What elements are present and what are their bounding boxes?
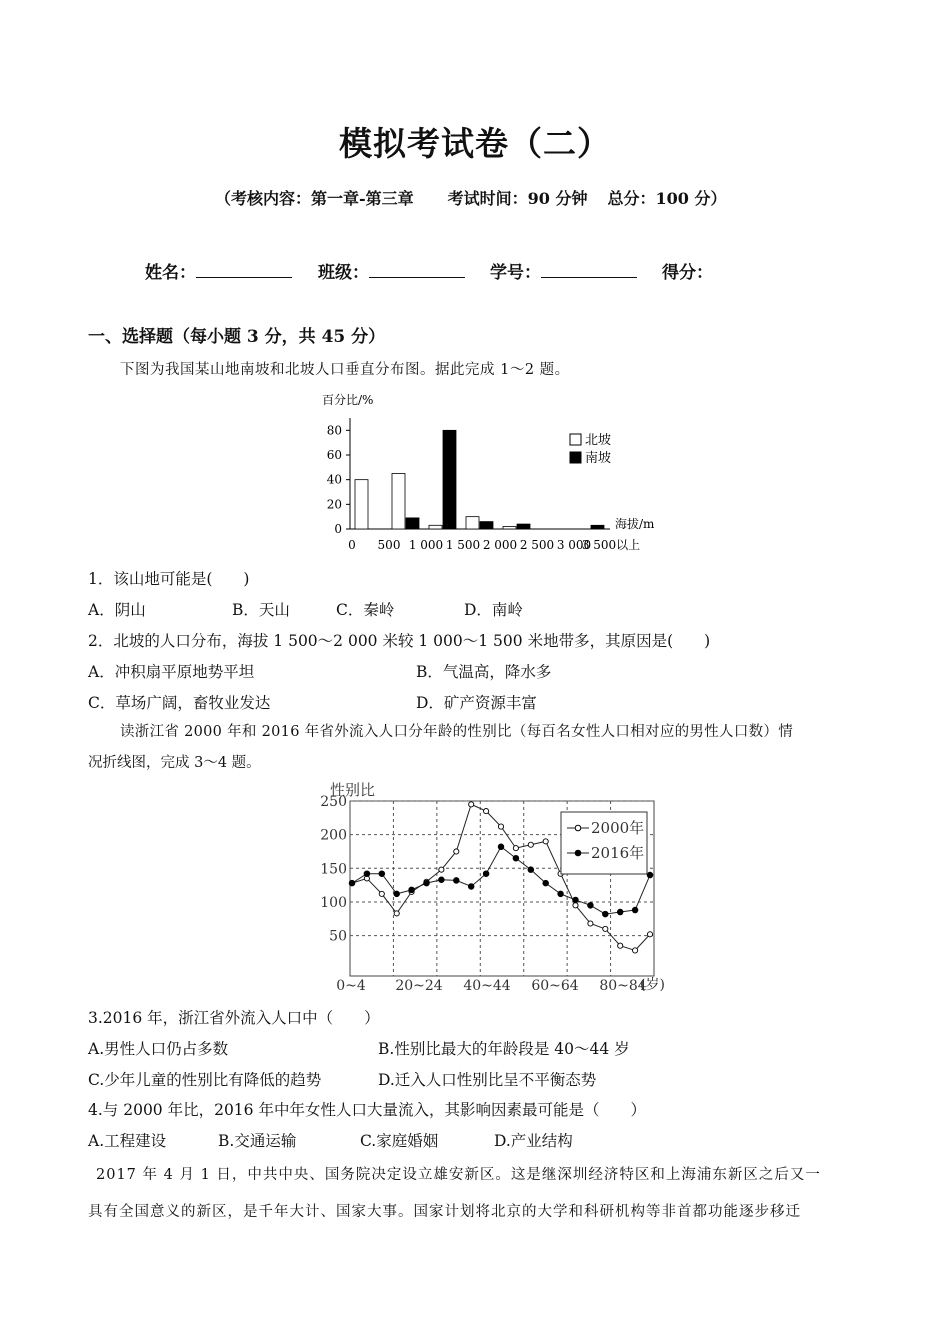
line-legend-label: 2016年 <box>591 844 645 862</box>
bar-chart-xtick-label: 1 000 <box>408 538 444 552</box>
line-point-2016 <box>394 891 400 897</box>
q2-option-c[interactable]: C．草场广阔，畜牧业发达 <box>88 694 271 712</box>
line-point-2016 <box>528 867 534 873</box>
bar-chart-ytick-label: 40 <box>326 472 342 487</box>
line-point-2016 <box>498 844 504 850</box>
line-point-2000 <box>647 932 652 937</box>
section-heading: 一、选择题（每小题 3 分，共 45 分） <box>88 327 386 347</box>
line-point-2000 <box>394 911 399 916</box>
line-point-2016 <box>364 871 370 877</box>
line-chart-xtick-label: 60~64 <box>531 978 579 994</box>
bar-north-1000-1500 <box>429 525 442 529</box>
line-point-2000 <box>633 948 638 953</box>
class-blank[interactable] <box>369 261 465 278</box>
bar-chart-xtick-label: 1 500 <box>445 538 481 552</box>
line-chart-xtick-label: 80~84 <box>599 978 647 994</box>
line-point-2000 <box>454 849 459 854</box>
q3-option-b[interactable]: B.性别比最大的年龄段是 40～44 岁 <box>378 1040 630 1058</box>
line-point-2016 <box>558 891 564 897</box>
line-point-2016 <box>588 903 594 909</box>
bar-chart-ytick-label: 80 <box>326 423 342 438</box>
line-chart-xtick-label: 0~4 <box>336 978 366 994</box>
intro-text-2: 读浙江省 2000 年和 2016 年省外流入人口分年龄的性别比（每百名女性人口相对应的男性人口数）情 <box>120 724 794 740</box>
line-point-2016 <box>483 871 489 877</box>
bar-legend-label: 北坡 <box>585 433 612 448</box>
bar-chart-ytick-label: 20 <box>326 497 342 512</box>
q2-option-a[interactable]: A．冲积扇平原地势平坦 <box>88 663 255 681</box>
line-chart <box>318 777 668 997</box>
class-field[interactable] <box>318 258 465 283</box>
line-point-2016 <box>454 878 460 884</box>
bar-south-2000-2500 <box>517 524 530 529</box>
line-chart-ytick-label: 250 <box>320 794 347 810</box>
bar-chart-ylabel: 百分比/% <box>322 393 374 407</box>
line-point-2016 <box>409 887 415 893</box>
score-field <box>662 258 713 283</box>
q2-option-b[interactable]: B．气温高，降水多 <box>416 663 552 681</box>
q2-stem: 2．北坡的人口分布，海拔 1 500～2 000 米较 1 000～1 500 米地带多，其原因是( ) <box>88 632 711 650</box>
bar-chart-ytick-label: 60 <box>326 448 342 462</box>
line-point-2016 <box>603 911 609 917</box>
score-label: 得分： <box>662 263 713 283</box>
line-point-2000 <box>528 842 533 847</box>
line-point-2000 <box>603 926 608 931</box>
bar-south-3000-3500 <box>591 525 604 529</box>
line-point-2016 <box>632 907 638 913</box>
line-point-2000 <box>543 839 548 844</box>
bar-chart-xtick-label: 2 500 <box>519 538 555 552</box>
exam-subtitle <box>215 186 726 209</box>
line-point-2016 <box>647 872 653 878</box>
line-legend-label: 2000年 <box>591 819 645 837</box>
subtitle-score: 总分：100 分） <box>607 189 727 208</box>
line-chart-ytick-label: 50 <box>329 928 347 945</box>
class-label: 班级： <box>318 263 369 283</box>
line-chart-ytick-label: 100 <box>320 894 347 911</box>
passage-line-1: 2017 年 4 月 1 日，中共中央、国务院决定设立雄安新区。这是继深圳经济特区和上海浦东新区之后又一 <box>96 1167 821 1183</box>
bar-north-1500-2000 <box>466 517 479 529</box>
line-point-2000 <box>484 808 489 813</box>
line-chart-ytick-label: 200 <box>320 827 347 844</box>
line-legend-marker <box>575 825 581 831</box>
line-point-2016 <box>439 877 445 883</box>
line-chart-ylabel: 性别比 <box>330 781 376 799</box>
line-point-2000 <box>513 846 518 851</box>
bar-south-1500-2000 <box>480 522 493 529</box>
line-chart-xtick-label: 40~44 <box>463 978 511 994</box>
bar-south-1000-1500 <box>443 430 456 529</box>
q1-option-c[interactable]: C．秦岭 <box>336 601 395 619</box>
q3-stem: 3.2016 年，浙江省外流入人口中（ ） <box>88 1009 380 1027</box>
line-point-2000 <box>379 891 384 896</box>
line-chart-xtick-label: 20~24 <box>395 978 443 994</box>
bar-south-500-1000 <box>406 518 419 529</box>
line-point-2016 <box>573 897 579 903</box>
line-point-2000 <box>573 903 578 908</box>
line-point-2016 <box>543 880 549 886</box>
q1-stem: 1．该山地可能是( ) <box>88 570 250 588</box>
line-point-2000 <box>588 921 593 926</box>
line-point-2016 <box>424 880 430 886</box>
bar-legend-swatch <box>570 434 581 445</box>
line-point-2016 <box>513 855 519 861</box>
line-point-2000 <box>439 867 444 872</box>
line-point-2000 <box>498 824 503 829</box>
q2-option-d[interactable]: D．矿产资源丰富 <box>416 694 537 712</box>
q3-option-d[interactable]: D.迁入人口性别比呈不平衡态势 <box>378 1071 597 1089</box>
bar-north-2000-2500 <box>503 527 516 529</box>
line-point-2016 <box>617 909 623 915</box>
bar-chart-xlabel: 海拔/m <box>615 517 655 531</box>
bar-chart-xtick-label: 2 000 <box>482 538 518 552</box>
line-point-2000 <box>618 943 623 948</box>
bar-legend-label: 南坡 <box>585 451 612 466</box>
q4-option-c[interactable]: C.家庭婚姻 <box>360 1132 439 1150</box>
bar-north-0-500 <box>355 480 368 529</box>
q3-option-a[interactable]: A.男性人口仍占多数 <box>88 1040 229 1058</box>
bar-chart-xtick-label: 0 <box>348 538 356 552</box>
bar-north-500-1000 <box>392 474 405 530</box>
q4-option-a[interactable]: A.工程建设 <box>88 1132 167 1150</box>
intro-text-2-cont: 况折线图，完成 3～4 题。 <box>88 755 261 771</box>
line-point-2016 <box>468 884 474 890</box>
passage-line-2: 具有全国意义的新区，是千年大计、国家大事。国家计划将北京的大学和科研机构等非首都功能逐步移迁 <box>88 1204 801 1220</box>
q4-option-b[interactable]: B.交通运输 <box>218 1132 297 1150</box>
bar-chart-xtick-label: 500 <box>377 538 401 552</box>
q4-option-d[interactable]: D.产业结构 <box>494 1132 573 1150</box>
line-point-2016 <box>349 880 355 886</box>
line-point-2000 <box>469 802 474 807</box>
id-label: 学号： <box>490 263 541 283</box>
bar-chart <box>300 386 680 556</box>
q4-stem: 4.与 2000 年比，2016 年中年女性人口大量流入，其影响因素最可能是（ ） <box>88 1101 646 1119</box>
q1-option-a[interactable]: A．阴山 <box>88 601 146 619</box>
q3-option-c[interactable]: C.少年儿童的性别比有降低的趋势 <box>88 1071 322 1089</box>
name-label: 姓名： <box>145 263 196 283</box>
name-blank[interactable] <box>196 261 292 278</box>
subtitle-time: 考试时间：90 分钟 <box>447 189 588 208</box>
id-field[interactable] <box>490 258 637 283</box>
line-point-2016 <box>379 871 385 877</box>
subtitle-content: （考核内容：第一章-第三章 <box>215 189 414 208</box>
line-chart-xlabel: (岁) <box>640 977 665 993</box>
line-legend-marker <box>575 850 581 856</box>
bar-chart-ytick-label: 0 <box>334 522 342 536</box>
q1-option-d[interactable]: D．南岭 <box>464 601 523 619</box>
bar-chart-xtick-label: 3 500以上 <box>581 538 641 552</box>
bar-chart-xtick-label: 3 000 <box>556 538 592 552</box>
q1-option-b[interactable]: B．天山 <box>232 601 290 619</box>
page-title: 模拟考试卷（二） <box>339 124 611 163</box>
intro-text-1: 下图为我国某山地南坡和北坡人口垂直分布图。据此完成 1～2 题。 <box>120 362 570 378</box>
id-blank[interactable] <box>541 261 637 278</box>
line-chart-ytick-label: 150 <box>320 861 347 878</box>
bar-legend-swatch <box>570 452 581 463</box>
name-field[interactable] <box>145 258 292 283</box>
